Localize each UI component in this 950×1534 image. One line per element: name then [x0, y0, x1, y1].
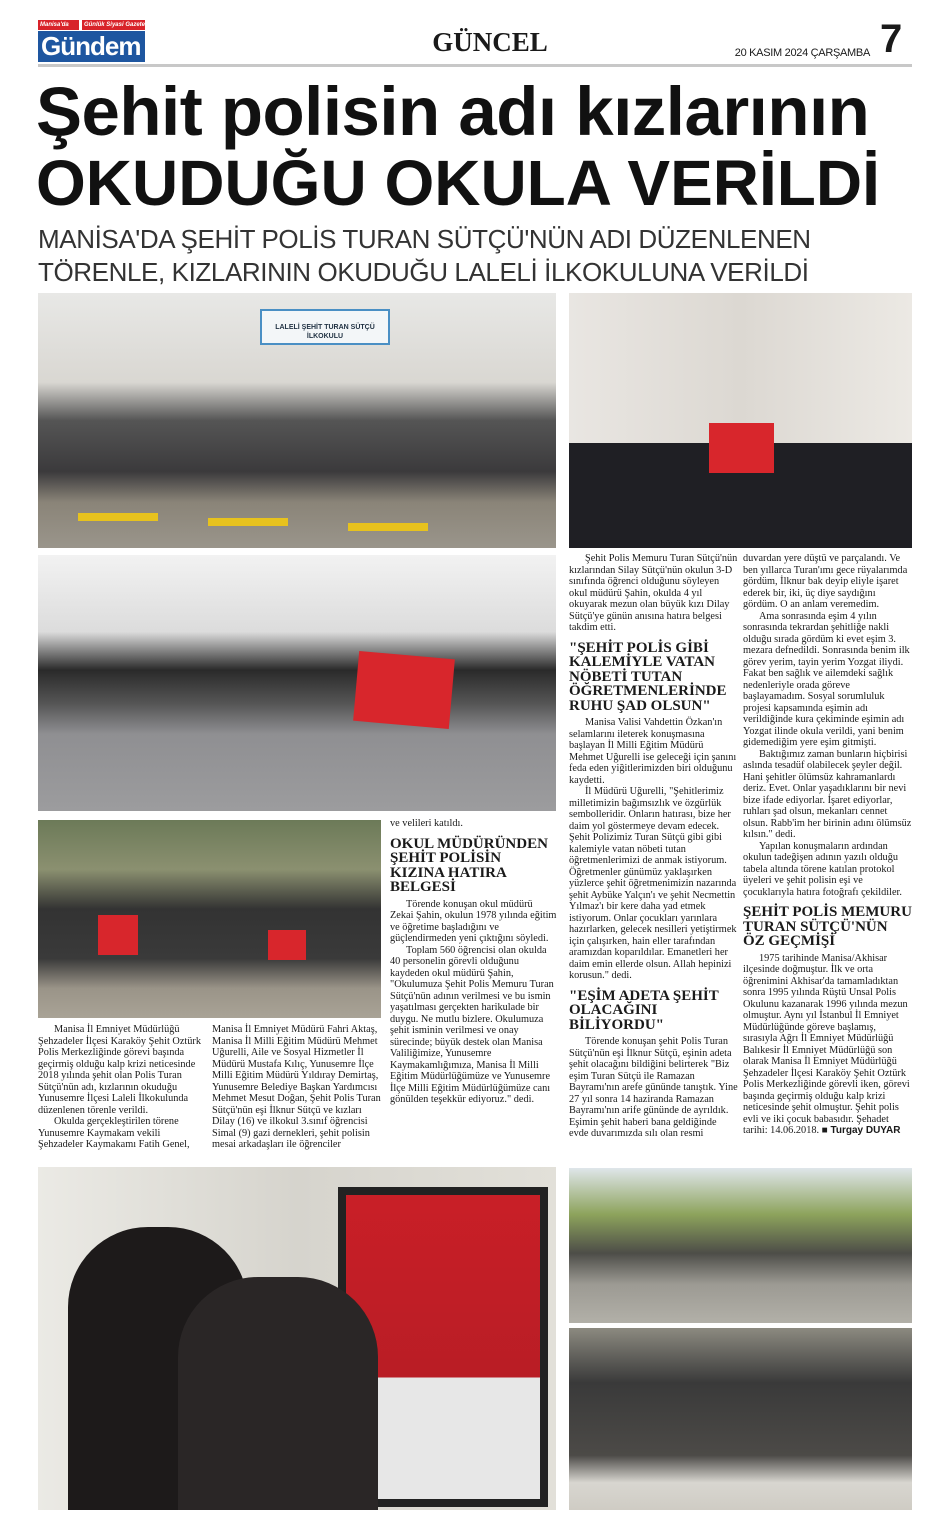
photo-guests-seated	[569, 1328, 912, 1510]
logo-main: Gündem	[38, 31, 145, 62]
subheading-wife: "EŞİM ADETA ŞEHİT OLACAĞINI BİLİYORDU"	[569, 987, 719, 1033]
article-paragraph: Şehit Polis Memuru Turan Sütçü'nün kızlarından Silay Sütçü'nün okulun 3-D sınıfında öğrenci olduğunu söyleyen okul müdürü Şahin, okulda 4 yıl okuyarak mezun olan büyük kızı Dilay Sütçü'ye günün anısına hatıra belgesi takdim etti.	[569, 553, 738, 633]
article-paragraph: ve velileri katıldı.	[390, 818, 463, 829]
article-paragraph: Törende konuşan şehit Polis Turan Sütçü'nün eşi İlknur Sütçü, eşinin adeta şehit olacağını bildiğini belirterek "Biz eşim Turan Sütçü ile Ramazan Bayramı'nın arefe gününde tanıştık. Yine 27 yıl sonra 14 haziranda Ramazan Bayramı'nın arife gününde de ayrıldık. Eşimin şehit haberi bana geldiğinde evde duvarımızda sılı olan resmi duvardan yere düştü ve parçalandı. Ve ben yıllarca Turan'ımı gece rüyalarımda gördüm, İlknur bak deyip eliyle işaret ederek bir, iki, üç diye saydığını gördüm. O an anlam veremedim.	[569, 553, 908, 1139]
school-sign: LALELİ ŞEHİT TURAN SÜTÇÜ İLKOKULU	[260, 309, 390, 345]
logo-tagline: Günlük Siyasi Gazete	[83, 22, 145, 28]
subheading-principal: OKUL MÜDÜRÜNDEN ŞEHİT POLİSİN KIZINA HATIRA BELGESİ	[390, 835, 548, 895]
headline-line2: OKUDUĞU OKULA VERİLDİ	[36, 147, 880, 219]
article-paragraph-with-byline	[743, 953, 912, 1137]
author-byline: ■ Turgay DUYAR	[821, 1125, 901, 1136]
article-paragraph: Yapılan konuşmaların ardından okulun tadeğişen adının yazılı olduğu tabela altında törene katılan protokol üyeleri ve şehit polisin eşi ve çocuklarıyla hatıra fotoğrafı çekildiler.	[743, 840, 902, 898]
headline-line1: Şehit polisin adı kızlarının	[36, 73, 870, 150]
subheading-teachers: "ŞEHİT POLİS GİBİ KALEMİYLE VATAN NÖBETİ TUTAN ÖĞRETMENLERİNDE RUHU ŞAD OLSUN"	[569, 639, 727, 714]
article-paragraph: Okulda gerçekleştirilen törene Yunusemre Kaymakam vekili Şehzadeler Kaymakamı Fatih Genel,	[38, 1116, 190, 1150]
issue-date: 20 KASIM 2024 ÇARŞAMBA	[734, 47, 870, 59]
article-column-3	[390, 818, 557, 1106]
photo-schoolyard-ceremony	[569, 1168, 912, 1323]
article-paragraph: Manisa Valisi Vahdettin Özkan'ın selamlarını ileterek konuşmasına başlayan İl Milli Eğitim Müdürü Mehmet Uğurelli ise geleceği için şanını feda eden yiğitlerimizden biri olduğunu kaydetti.	[569, 717, 737, 786]
article-paragraph: Törende konuşan okul müdürü Zekai Şahin, okulun 1978 yılında eğitim ve öğretime başladığını ve güçlendirmeden yeni çıktığını söyledi.	[390, 898, 557, 944]
article-paragraph: İl Müdürü Uğurelli, "Şehitlerimiz milletimizin bağımsızlık ve özgürlük sembolleridir. Onların hatırası, bize her daim yol göstermeye devam edecek. Şehit Polizimiz Turan Sütçü gibi gibi kalemiyle vatan nöbeti tutan öğretmenlerimizi de anmak istiyorum. Öğretmenler günümüz yaklaşırken yüzlerce şehit öğretmenimizin nazarında şehit Aybüke Yalçın'ı ve şehit Necmettin Yılmaz'ı bir kere daha yad etmek istiyorum. Onlar çocukları yarınlara hazırlarken, gelecek nesilleri yetiştirmek için çalışırken, hain eller tarafından aramızdan koparıldılar. Emanetleri her daim emin ellerde olsun. Allah hepinizi korusun." dedi.	[569, 786, 737, 981]
header-rule	[38, 64, 912, 67]
subheadline-line2: TÖRENLE, KIZLARININ OKUDUĞU LALELİ İLKOKULUNA VERİLDİ	[38, 257, 809, 287]
article-paragraph: 1975 tarihinde Manisa/Akhisar ilçesinde doğmuştur. İlk ve orta öğrenimini Akhisar'da tamamladıktan sonra 1995 yılında Rüştü Unsal Polis Okulunu kazanarak 1996 yılında mezun olmuştur. Aynı yıl İstanbul İl Emniyet Müdürlüğünde göreve başlamış, sırasıyla Ağrı İl Emniyet Müdürlüğü Balıkesir İl Emniyet Müdürlüğü son olarak Manisa İl Emniyet Müdürlüğü Şehzadeler İlçesi Karaköy Şehit Oztürk Polis Merkezliğinde görevli iken, görevi başında geçirmiş olduğu kalp krizi neticesinde şehit olmuştur. Şehit polis evli ve iki çocuk babasıdır. Şehadet tarihi: 14.06.2018.	[743, 952, 910, 1136]
article-column-2	[212, 1024, 382, 1151]
article-column-1	[38, 1024, 204, 1151]
article-paragraph: Manisa İl Emniyet Müdürlüğü Şehzadeler İlçesi Karaköy Şehit Oztürk Polis Merkezliğinde görevi başında geçirmiş olduğu kalp krizi neticesinde 2018 yılında şehit olan Polis Turan Sütçü'nün adı, kızlarının okuduğu Yunusemre İlçesi Laleli İlkokulunda düzenlenen törenle verildi.	[38, 1024, 201, 1116]
section-title: GÜNCEL	[432, 27, 548, 57]
newspaper-logo	[38, 20, 145, 62]
photo-family-flag	[569, 293, 912, 548]
article-paragraph: Manisa İl Emniyet Müdürü Fahri Aktaş, Manisa İl Milli Eğitim Müdürü Mehmet Uğurelli, Aile ve Sosyal Hizmetler İl Müdürü Mustafa Kılıç, Yunusemre İlçe Milli Eğitim Müdürü Yıldıray Demirtaş, Yunusemre Belediye Başkan Yardımcısı Mehmet Mesut Doğan, Şehit Polis Turan Sütçü'nün eşi İlknur Sütçü ve kızları Dilay (16) ve ilkokul 3.sınıf öğrencisi Simal (9) gazi dernekleri, şehit polisin mesai arkadaşları ile öğrenciler	[212, 1024, 381, 1150]
page-number: 7	[880, 17, 903, 61]
photo-wife-daughter-portrait	[38, 1167, 556, 1510]
subheading-biography: ŞEHİT POLİS MEMURU TURAN SÜTÇÜ'NÜN ÖZ GEÇMİŞİ	[743, 904, 912, 949]
photo-ceremony-flag	[38, 555, 556, 811]
photo-children-flags	[38, 820, 381, 1018]
subheadline-line1: MANİSA'DA ŞEHİT POLİS TURAN SÜTÇÜ'NÜN ADI DÜZENLENEN	[38, 224, 811, 254]
article-paragraph: Ama sonrasında eşim 4 yılın sonrasında tekrardan şehitliğe nakli olduğu sırada gördüm ki evet eşim 3. mezara defnedildi. Sonrasında benim ilk görev yerim, tayin yerim Yozgat iliydi. Fakat ben sağlık ve ailemdeki sağlık nedenleriyle orada göreve başlayamadım. Sosyal sorumluluk projesi kapsamında eşimin adı verildiğinde kura çekiminde eşimin adı Yozgat ilinde okula verildi, yani benim gidemediğim yere eşim gitmişti.	[743, 610, 910, 748]
article-columns-4-5	[569, 553, 912, 1140]
logo-top: Manisa'da	[38, 20, 79, 30]
article-paragraph: Baktığımız zaman bunların hiçbirisi aslında tesadüf olabilecek şeyler değil. Hani şehitler ölümsüz kahramanlardı deriz. Evet. Onlar yaşadıklarını bir nevi bize ifade ediyorlar. İşaret ediyorlar, ruhları şad olsun, mekanları cennet olsun. Rabb'im her birinin adını ölümsüz kılsın." dedi.	[743, 748, 912, 840]
photo-school-group	[38, 293, 556, 548]
article-paragraph: Toplam 560 öğrencisi olan okulda 40 personelin görevli olduğunu kaydeden okul müdürü Şahin, "Okulumuza Şehit Polis Memuru Turan Sütçü'nün adının verilmesi ve bu ismin yaşatılması gerçekten harikulade bir duygu. Ne mutlu bizlere. Okulumuza şehit isminin verilmesi ve onay sürecinde; büyük destek olan Manisa Valiliğimize, Yunusemre Kaymakamlığımıza, Manisa İl Milli Eğitim Müdürlüğümüze ve Yunusemre İlçe Milli Eğitim Müdürlüğümüze canı gönülden teşekkür ediyoruz." dedi.	[390, 944, 554, 1105]
